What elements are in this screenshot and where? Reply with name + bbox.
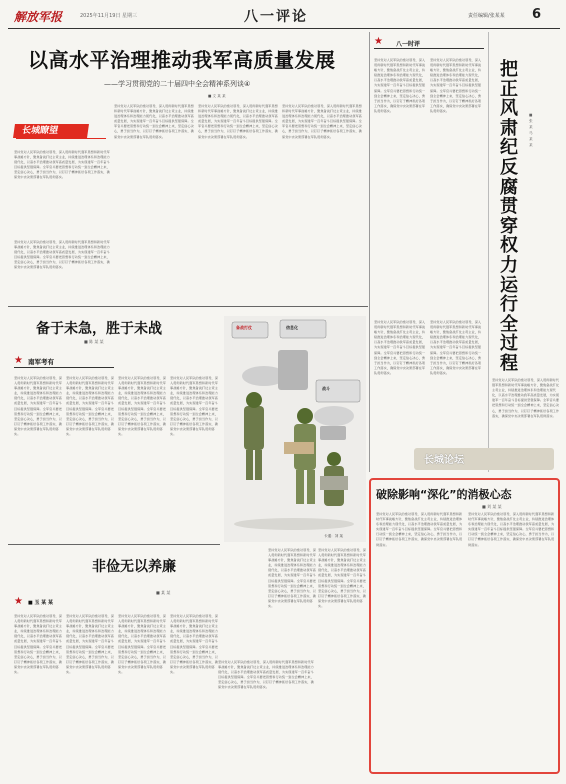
lead-subtitle: ——学习贯彻党的二十届四中全会精神系列谈④ [104, 80, 251, 88]
soldiers-illustration [224, 316, 366, 542]
beiyu-body-col-2: 坚持党对人民军队的绝对领导，深入贯彻新时代强军思想和新时代军事战略方针，聚焦备战打仗主责主业，持续推进治理体系和治理能力现代化，以高水平治理推动我军高质量发展，为实现建军一百年奋斗目标提供坚强保障。全军官兵要把思想和行动统一到全会精神上来，坚定信心决心，勇于担当作为，以钉钉子精神抓好各项工作落实，确保党中央决策部署在军队贯彻落实。 [66, 376, 114, 437]
yu-author: ■ 玉 某 某 [28, 600, 53, 606]
highlight-title: 破除影响“深化”的消极心态 [376, 488, 512, 501]
bayi-shiping-label: 八一时评 [396, 41, 421, 48]
feijian-body-col-2: 坚持党对人民军队的绝对领导，深入贯彻新时代强军思想和新时代军事战略方针，聚焦备战打仗主责主业，持续推进治理体系和治理能力现代化，以高水平治理推动我军高质量发展，为实现建军一百年奋斗目标提供坚强保障。全军官兵要把思想和行动统一到全会精神上来，坚定信心决心，勇于担当作为，以钉钉子精神抓好各项工作落实，确保党中央决策部署在军队贯彻落实。 [66, 614, 114, 675]
nanjun-kaoyou-header [14, 355, 114, 369]
side-body-col-4: 坚持党对人民军队的绝对领导，深入贯彻新时代强军思想和新时代军事战略方针，聚焦备战打仗主责主业，持续推进治理体系和治理能力现代化，以高水平治理推动我军高质量发展，为实现建军一百年奋斗目标提供坚强保障。全军官兵要把思想和行动统一到全会精神上来，坚定信心决心，勇于担当作为，以钉钉子精神抓好各项工作落实，确保党中央决策部署在军队贯彻落实。 [430, 320, 482, 375]
changcheng-wang-body: 坚持党对人民军队的绝对领导，深入贯彻新时代强军思想和新时代军事战略方针，聚焦备战打仗主责主业，持续推进治理体系和治理能力现代化，以高水平治理推动我军高质量发展，为实现建军一百年奋斗目标提供坚强保障。全军官兵要把思想和行动统一到全会精神上来，坚定信心决心，勇于担当作为，以钉钉子精神抓好各项工作落实，确保党中央决策部署在军队贯彻落实。 [14, 150, 110, 180]
header-underline [374, 48, 484, 49]
banner-underline [16, 138, 106, 139]
page-header [0, 0, 566, 28]
beiyu-title: 备于未急，胜于未战 [36, 321, 162, 337]
side-article-author: ■ 张 某 马 某 某 [529, 113, 533, 147]
side-body-col-2: 坚持党对人民军队的绝对领导，深入贯彻新时代强军思想和新时代军事战略方针，聚焦备战打仗主责主业，持续推进治理体系和治理能力现代化，以高水平治理推动我军高质量发展，为实现建军一百年奋斗目标提供坚强保障。全军官兵要把思想和行动统一到全会精神上来，坚定信心决心，勇于担当作为，以钉钉子精神抓好各项工作落实，确保党中央决策部署在军队贯彻落实。 [430, 58, 482, 113]
beiyu-author: ■ 陈 某 某 [84, 339, 104, 344]
middle-body-col-3: 坚持党对人民军队的绝对领导，深入贯彻新时代强军思想和新时代军事战略方针，聚焦备战打仗主责主业，持续推进治理体系和治理能力现代化，以高水平治理推动我军高质量发展，为实现建军一百年奋斗目标提供坚强保障。全军官兵要把思想和行动统一到全会精神上来，坚定信心决心，勇于担当作为，以钉钉子精神抓好各项工作落实，确保党中央决策部署在军队贯彻落实。 [218, 660, 314, 690]
side-body-col-1: 坚持党对人民军队的绝对领导，深入贯彻新时代强军思想和新时代军事战略方针，聚焦备战打仗主责主业，持续推进治理体系和治理能力现代化，以高水平治理推动我军高质量发展，为实现建军一百年奋斗目标提供坚强保障。全军官兵要把思想和行动统一到全会精神上来，坚定信心决心，勇于担当作为，以钉钉子精神抓好各项工作落实，确保党中央决策部署在军队贯彻落实。 [374, 58, 426, 113]
editor-credit: 责任编辑/张某某 [468, 13, 505, 19]
star-icon: ★ [14, 596, 23, 607]
changcheng-wang-body-2: 坚持党对人民军队的绝对领导，深入贯彻新时代强军思想和新时代军事战略方针，聚焦备战打仗主责主业，持续推进治理体系和治理能力现代化，以高水平治理推动我军高质量发展，为实现建军一百年奋斗目标提供坚强保障。全军官兵要把思想和行动统一到全会精神上来，坚定信心决心，勇于担当作为，以钉钉子精神抓好各项工作落实，确保党中央决策部署在军队贯彻落实。 [14, 240, 110, 270]
star-icon: ★ [374, 36, 383, 47]
feijian-body-col-1: 坚持党对人民军队的绝对领导，深入贯彻新时代强军思想和新时代军事战略方针，聚焦备战打仗主责主业，持续推进治理体系和治理能力现代化，以高水平治理推动我军高质量发展，为实现建军一百年奋斗目标提供坚强保障。全军官兵要把思想和行动统一到全会精神上来，坚定信心决心，勇于担当作为，以钉钉子精神抓好各项工作落实，确保党中央决策部署在军队贯彻落实。 [14, 614, 62, 675]
changcheng-luntan-banner [414, 448, 554, 474]
side-article-body: 坚持党对人民军队的绝对领导，深入贯彻新时代强军思想和新时代军事战略方针，聚焦备战打仗主责主业，持续推进治理体系和治理能力现代化，以高水平治理推动我军高质量发展，为实现建军一百年奋斗目标提供坚强保障。全军官兵要把思想和行动统一到全会精神上来，坚定信心决心，勇于担当作为，以钉钉子精神抓好各项工作落实，确保党中央决策部署在军队贯彻落实。 [492, 378, 560, 418]
page-number: 6 [532, 7, 542, 22]
highlight-body-col-1: 坚持党对人民军队的绝对领导，深入贯彻新时代强军思想和新时代军事战略方针，聚焦备战打仗主责主业，持续推进治理体系和治理能力现代化，以高水平治理推动我军高质量发展，为实现建军一百年奋斗目标提供坚强保障。全军官兵要把思想和行动统一到全会精神上来，坚定信心决心，勇于担当作为，以钉钉子精神抓好各项工作落实，确保党中央决策部署在军队贯彻落实。 [376, 512, 463, 547]
feijian-body-col-4: 坚持党对人民军队的绝对领导，深入贯彻新时代强军思想和新时代军事战略方针，聚焦备战打仗主责主业，持续推进治理体系和治理能力现代化，以高水平治理推动我军高质量发展，为实现建军一百年奋斗目标提供坚强保障。全军官兵要把思想和行动统一到全会精神上来，坚定信心决心，勇于担当作为，以钉钉子精神抓好各项工作落实，确保党中央决策部署在军队贯彻落实。 [170, 614, 218, 675]
star-icon: ★ [14, 355, 23, 366]
section-rule [8, 544, 220, 545]
feijian-body-col-3: 坚持党对人民军队的绝对领导，深入贯彻新时代强军思想和新时代军事战略方针，聚焦备战打仗主责主业，持续推进治理体系和治理能力现代化，以高水平治理推动我军高质量发展，为实现建军一百年奋斗目标提供坚强保障。全军官兵要把思想和行动统一到全会精神上来，坚定信心决心，勇于担当作为，以钉钉子精神抓好各项工作落实，确保党中央决策部署在军队贯彻落实。 [118, 614, 166, 675]
changcheng-luntan-label: 长城论坛 [424, 455, 464, 466]
lead-title: 以高水平治理推动我军高质量发展 [28, 48, 336, 72]
middle-body-col-2: 坚持党对人民军队的绝对领导，深入贯彻新时代强军思想和新时代军事战略方针，聚焦备战打仗主责主业，持续推进治理体系和治理能力现代化，以高水平治理推动我军高质量发展，为实现建军一百年奋斗目标提供坚强保障。全军官兵要把思想和行动统一到全会精神上来，坚定信心决心，勇于担当作为，以钉钉子精神抓好各项工作落实，确保党中央决策部署在军队贯彻落实。 [318, 548, 366, 609]
highlight-author: ■ 刘 某 某 [482, 504, 502, 509]
section-title: 八一评论 [244, 9, 308, 25]
yu-header [14, 596, 114, 610]
side-article-title: 把正风肃纪反腐贯穿权力运行全过程 [500, 59, 518, 374]
beiyu-body-col-4: 坚持党对人民军队的绝对领导，深入贯彻新时代强军思想和新时代军事战略方针，聚焦备战打仗主责主业，持续推进治理体系和治理能力现代化，以高水平治理推动我军高质量发展，为实现建军一百年奋斗目标提供坚强保障。全军官兵要把思想和行动统一到全会精神上来，坚定信心决心，勇于担当作为，以钉钉子精神抓好各项工作落实，确保党中央决策部署在军队贯彻落实。 [170, 376, 218, 437]
illustration-caption: 卡通：刘 某 [324, 534, 344, 538]
column-divider [488, 32, 489, 472]
header-underline [14, 367, 114, 368]
beiyu-body-col-1: 坚持党对人民军队的绝对领导，深入贯彻新时代强军思想和新时代军事战略方针，聚焦备战打仗主责主业，持续推进治理体系和治理能力现代化，以高水平治理推动我军高质量发展，为实现建军一百年奋斗目标提供坚强保障。全军官兵要把思想和行动统一到全会精神上来，坚定信心决心，勇于担当作为，以钉钉子精神抓好各项工作落实，确保党中央决策部署在军队贯彻落实。 [14, 376, 62, 437]
side-body-col-3: 坚持党对人民军队的绝对领导，深入贯彻新时代强军思想和新时代军事战略方针，聚焦备战打仗主责主业，持续推进治理体系和治理能力现代化，以高水平治理推动我军高质量发展，为实现建军一百年奋斗目标提供坚强保障。全军官兵要把思想和行动统一到全会精神上来，坚定信心决心，勇于担当作为，以钉钉子精神抓好各项工作落实，确保党中央决策部署在军队贯彻落实。 [374, 320, 426, 375]
nanjun-kaoyou-label: 南军考有 [28, 358, 54, 366]
changcheng-wang-label: 长城瞭望 [13, 124, 89, 138]
header-rule [8, 28, 560, 29]
changcheng-wang-banner [14, 120, 110, 142]
lead-body-col-1: 坚持党对人民军队的绝对领导，深入贯彻新时代强军思想和新时代军事战略方针，聚焦备战打仗主责主业，持续推进治理体系和治理能力现代化，以高水平治理推动我军高质量发展，为实现建军一百年奋斗目标提供坚强保障。全军官兵要把思想和行动统一到全会精神上来，坚定信心决心，勇于担当作为，以钉钉子精神抓好各项工作落实，确保党中央决策部署在军队贯彻落实。 [114, 104, 194, 139]
masthead: 解放军报 [14, 10, 63, 24]
lead-body-col-2: 坚持党对人民军队的绝对领导，深入贯彻新时代强军思想和新时代军事战略方针，聚焦备战打仗主责主业，持续推进治理体系和治理能力现代化，以高水平治理推动我军高质量发展，为实现建军一百年奋斗目标提供坚强保障。全军官兵要把思想和行动统一到全会精神上来，坚定信心决心，勇于担当作为，以钉钉子精神抓好各项工作落实，确保党中央决策部署在军队贯彻落实。 [198, 104, 278, 139]
highlight-body-col-2: 坚持党对人民军队的绝对领导，深入贯彻新时代强军思想和新时代军事战略方针，聚焦备战打仗主责主业，持续推进治理体系和治理能力现代化，以高水平治理推动我军高质量发展，为实现建军一百年奋斗目标提供坚强保障。全军官兵要把思想和行动统一到全会精神上来，坚定信心决心，勇于担当作为，以钉钉子精神抓好各项工作落实，确保党中央决策部署在军队贯彻落实。 [468, 512, 555, 547]
feijian-author: ■ 某 某 [156, 590, 171, 595]
bayi-shiping-header [374, 36, 484, 50]
lead-byline: ■ 文 某 某 [208, 94, 226, 98]
illustration [224, 316, 366, 542]
lead-body-col-3: 坚持党对人民军队的绝对领导，深入贯彻新时代强军思想和新时代军事战略方针，聚焦备战打仗主责主业，持续推进治理体系和治理能力现代化，以高水平治理推动我军高质量发展，为实现建军一百年奋斗目标提供坚强保障。全军官兵要把思想和行动统一到全会精神上来，坚定信心决心，勇于担当作为，以钉钉子精神抓好各项工作落实，确保党中央决策部署在军队贯彻落实。 [282, 104, 362, 139]
issue-date: 2025年11月19日 星期三 [80, 13, 138, 19]
sign-1: 备战打仗 [236, 325, 252, 330]
sign-2: 信息化 [286, 325, 298, 330]
column-divider [369, 32, 370, 472]
section-rule [8, 306, 368, 307]
sign-3: 战斗 [322, 386, 330, 391]
beiyu-body-col-3: 坚持党对人民军队的绝对领导，深入贯彻新时代强军思想和新时代军事战略方针，聚焦备战打仗主责主业，持续推进治理体系和治理能力现代化，以高水平治理推动我军高质量发展，为实现建军一百年奋斗目标提供坚强保障。全军官兵要把思想和行动统一到全会精神上来，坚定信心决心，勇于担当作为，以钉钉子精神抓好各项工作落实，确保党中央决策部署在军队贯彻落实。 [118, 376, 166, 437]
middle-body-col-1: 坚持党对人民军队的绝对领导，深入贯彻新时代强军思想和新时代军事战略方针，聚焦备战打仗主责主业，持续推进治理体系和治理能力现代化，以高水平治理推动我军高质量发展，为实现建军一百年奋斗目标提供坚强保障。全军官兵要把思想和行动统一到全会精神上来，坚定信心决心，勇于担当作为，以钉钉子精神抓好各项工作落实，确保党中央决策部署在军队贯彻落实。 [268, 548, 316, 609]
feijian-title: 非俭无以养廉 [92, 559, 176, 575]
